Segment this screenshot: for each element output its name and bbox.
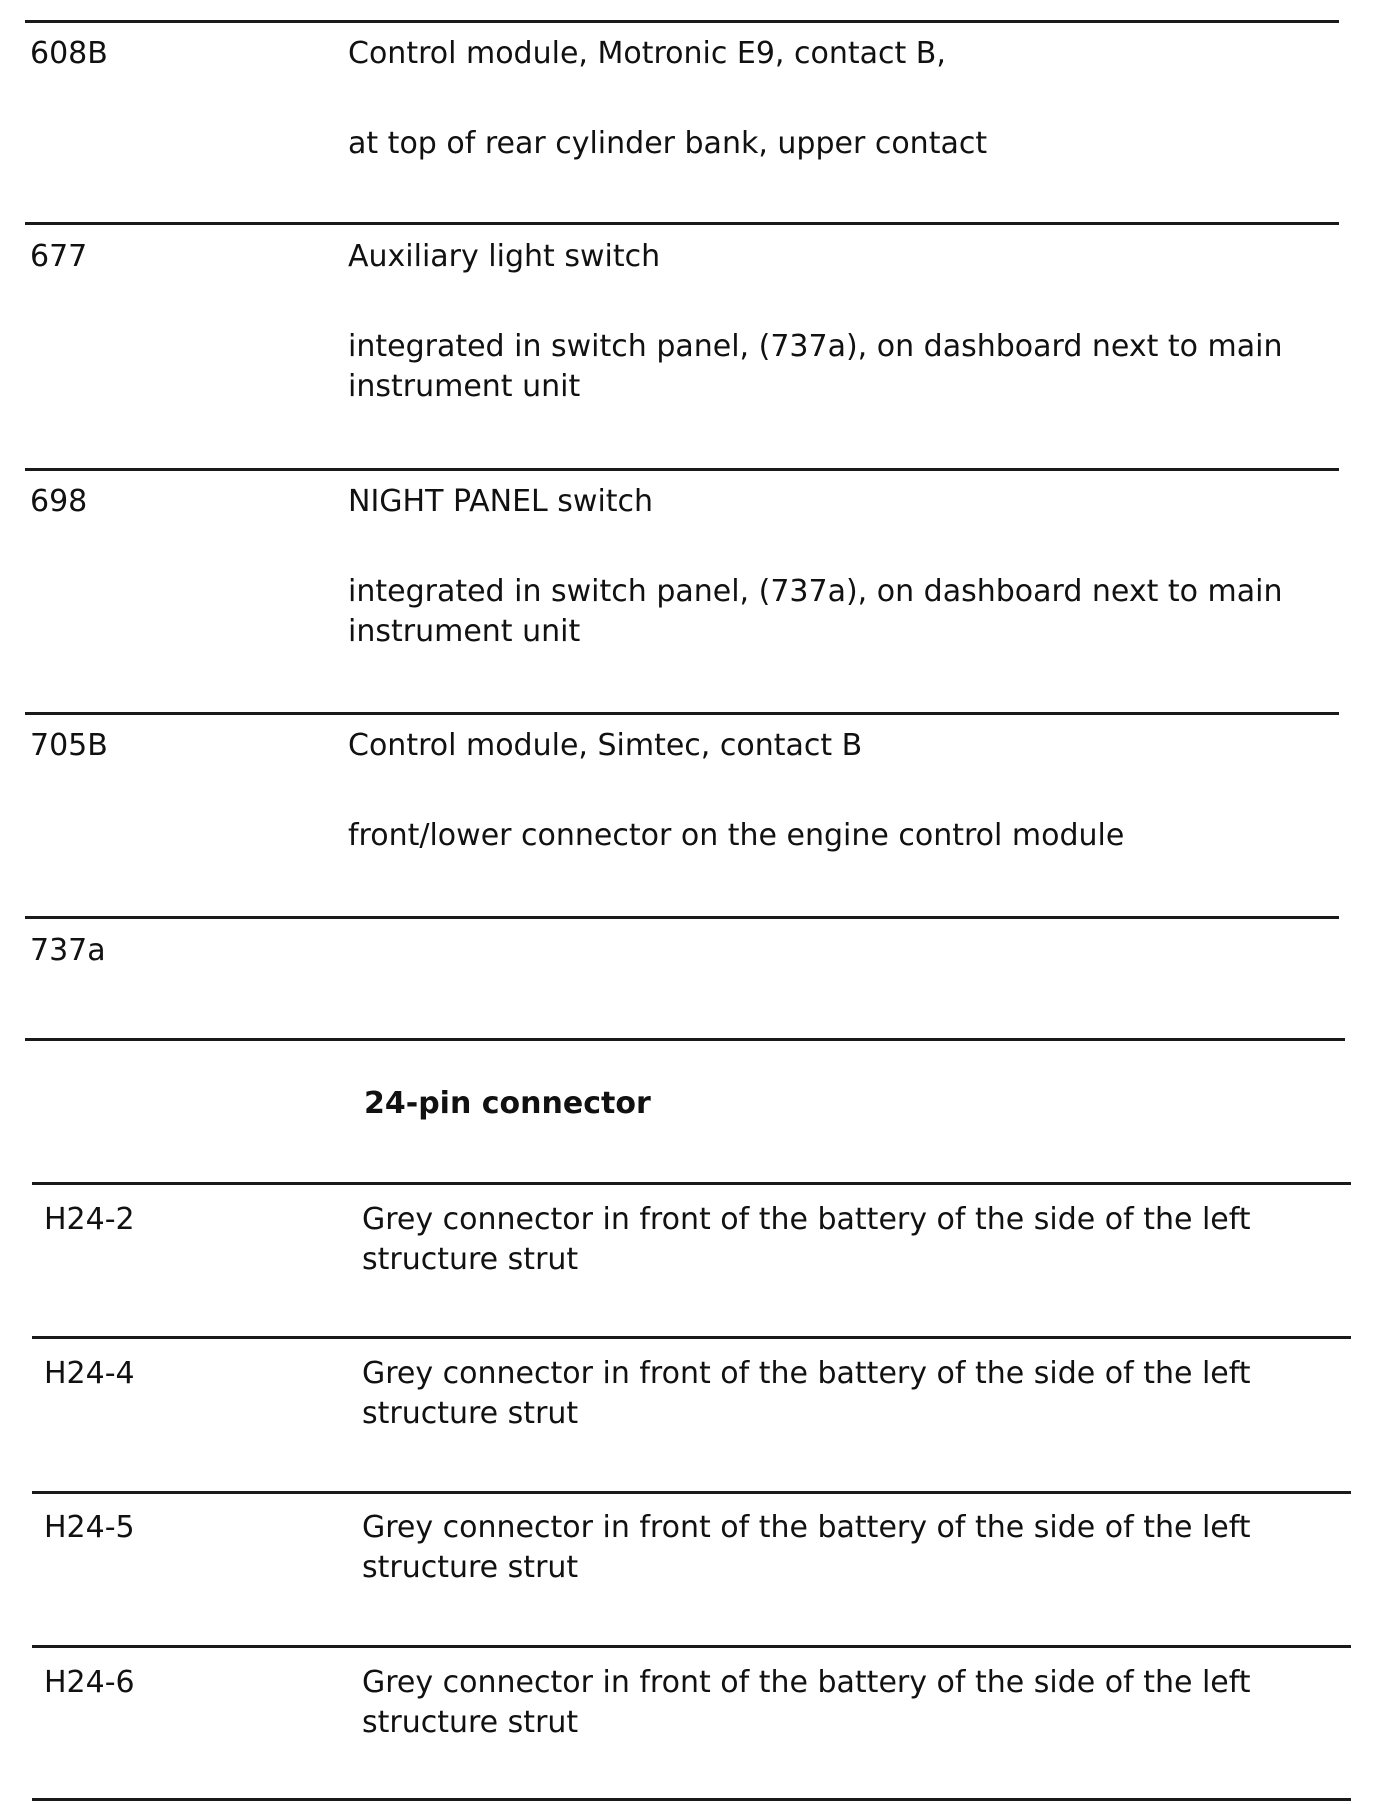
component-title: Control module, Motronic E9, contact B,: [348, 36, 946, 71]
row-divider: [32, 1182, 1351, 1185]
component-location: integrated in switch panel, (737a), on dashboard next to main instrument unit: [348, 329, 1283, 404]
row-divider: [32, 1645, 1351, 1648]
component-code: 705B: [30, 728, 108, 763]
row-divider: [25, 712, 1339, 715]
connector-code: H24-5: [44, 1510, 135, 1545]
connector-code: H24-6: [44, 1665, 135, 1700]
row-divider: [25, 468, 1339, 471]
component-description: [348, 482, 1333, 652]
section-heading: 24-pin connector: [364, 1086, 651, 1121]
row-divider: [25, 916, 1339, 919]
row-divider: [25, 20, 1339, 23]
connector-code: H24-2: [44, 1202, 135, 1237]
component-code: 698: [30, 484, 88, 519]
connector-location: Grey connector in front of the battery of the side of the left structure strut: [362, 1202, 1251, 1277]
component-description: [348, 726, 1333, 856]
connector-location: Grey connector in front of the battery of the side of the left structure strut: [362, 1356, 1251, 1431]
component-code: 737a: [30, 933, 106, 968]
component-title: Control module, Simtec, contact B: [348, 728, 863, 763]
component-description: [348, 34, 1333, 164]
row-divider: [32, 1491, 1351, 1494]
row-divider: [32, 1798, 1351, 1801]
connector-code: H24-4: [44, 1356, 135, 1391]
component-code: 677: [30, 239, 88, 274]
connector-location: Grey connector in front of the battery of the side of the left structure strut: [362, 1665, 1251, 1740]
component-location: front/lower connector on the engine control module: [348, 818, 1125, 853]
row-divider: [25, 222, 1339, 225]
component-description: [348, 237, 1333, 407]
component-location: integrated in switch panel, (737a), on dashboard next to main instrument unit: [348, 574, 1283, 649]
component-location: at top of rear cylinder bank, upper contact: [348, 126, 988, 161]
connector-location: Grey connector in front of the battery of the side of the left structure strut: [362, 1510, 1251, 1585]
section-divider: [25, 1038, 1345, 1041]
component-code: 608B: [30, 36, 108, 71]
component-title: Auxiliary light switch: [348, 239, 661, 274]
row-divider: [32, 1336, 1351, 1339]
component-title: NIGHT PANEL switch: [348, 484, 654, 519]
